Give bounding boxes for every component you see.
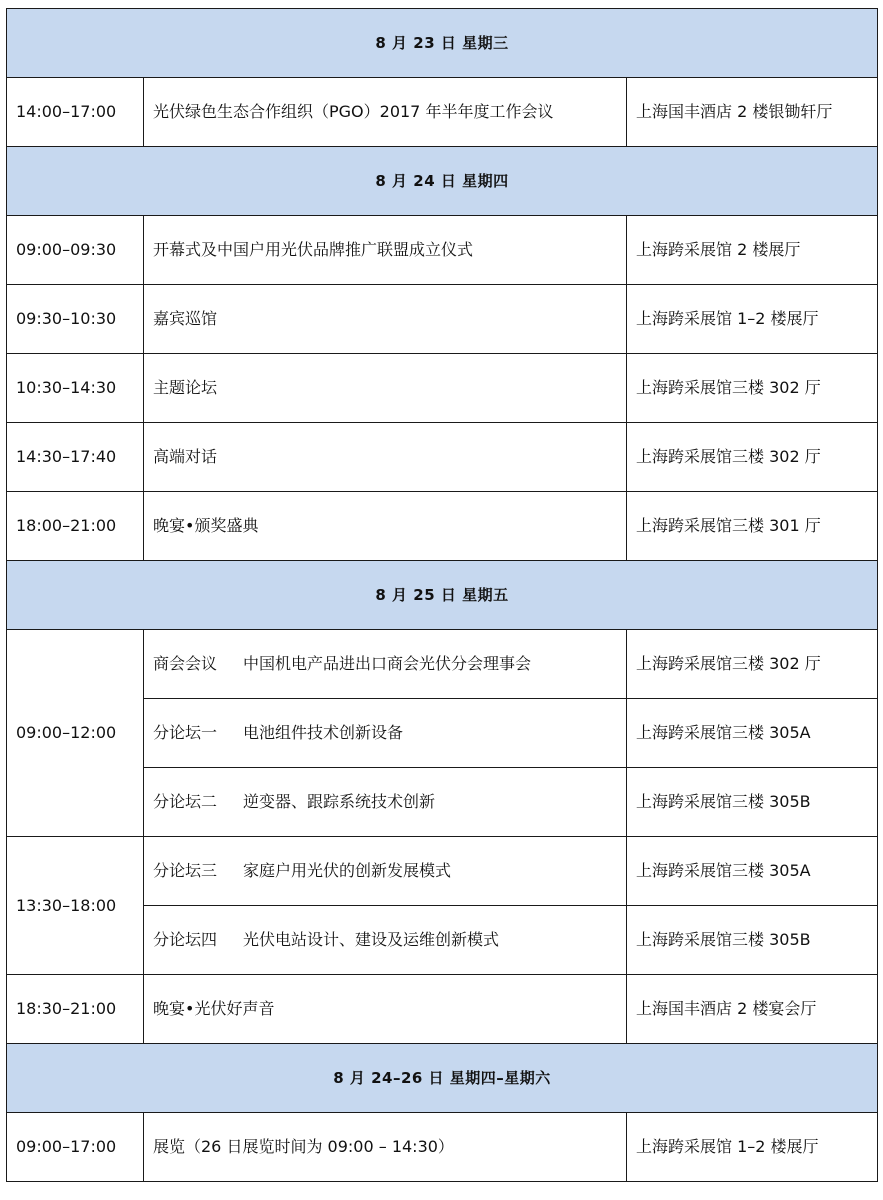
day-header: 8 月 25 日 星期五 [7, 561, 878, 630]
schedule-table [6, 8, 878, 1182]
session-tag: 分论坛四 [153, 930, 218, 949]
event-row [7, 837, 878, 906]
event-title: 主题论坛 [144, 354, 627, 423]
day-header: 8 月 23 日 星期三 [7, 9, 878, 78]
session-title: 光伏电站设计、建设及运维创新模式 [243, 930, 500, 949]
event-title: 开幕式及中国户用光伏品牌推广联盟成立仪式 [144, 216, 627, 285]
event-time: 14:00–17:00 [7, 78, 144, 147]
event-title: 晚宴•颁奖盛典 [144, 492, 627, 561]
event-title [144, 768, 627, 837]
event-row [7, 1113, 878, 1182]
event-venue: 上海跨采展馆三楼 302 厅 [627, 423, 878, 492]
event-title [144, 699, 627, 768]
event-time: 09:30–10:30 [7, 285, 144, 354]
event-venue: 上海跨采展馆三楼 302 厅 [627, 354, 878, 423]
day-header-row [7, 9, 878, 78]
event-venue: 上海跨采展馆三楼 305B [627, 768, 878, 837]
event-title [144, 630, 627, 699]
day-header-row [7, 1044, 878, 1113]
event-venue: 上海国丰酒店 2 楼银锄轩厅 [627, 78, 878, 147]
day-header-row [7, 147, 878, 216]
event-venue: 上海跨采展馆三楼 305A [627, 699, 878, 768]
event-time: 10:30–14:30 [7, 354, 144, 423]
event-venue: 上海跨采展馆三楼 305B [627, 906, 878, 975]
event-venue: 上海跨采展馆 1–2 楼展厅 [627, 1113, 878, 1182]
event-row [7, 423, 878, 492]
event-title [144, 906, 627, 975]
event-time: 09:00–17:00 [7, 1113, 144, 1182]
session-tag: 商会会议 [153, 654, 218, 673]
event-time: 09:00–12:00 [7, 630, 144, 837]
event-row [7, 975, 878, 1044]
event-venue: 上海跨采展馆三楼 302 厅 [627, 630, 878, 699]
day-header-row [7, 561, 878, 630]
event-title: 光伏绿色生态合作组织（PGO）2017 年半年度工作会议 [144, 78, 627, 147]
event-time: 09:00–09:30 [7, 216, 144, 285]
event-row [7, 630, 878, 699]
day-header: 8 月 24–26 日 星期四–星期六 [7, 1044, 878, 1113]
event-title [144, 837, 627, 906]
session-title: 电池组件技术创新设备 [243, 723, 404, 742]
event-row [7, 492, 878, 561]
event-row [7, 285, 878, 354]
event-venue: 上海跨采展馆三楼 305A [627, 837, 878, 906]
event-row [7, 354, 878, 423]
event-time: 18:00–21:00 [7, 492, 144, 561]
event-venue: 上海跨采展馆 1–2 楼展厅 [627, 285, 878, 354]
session-tag: 分论坛一 [153, 723, 218, 742]
event-time: 13:30–18:00 [7, 837, 144, 975]
event-row [7, 78, 878, 147]
session-tag: 分论坛二 [153, 792, 218, 811]
event-title: 嘉宾巡馆 [144, 285, 627, 354]
event-venue: 上海国丰酒店 2 楼宴会厅 [627, 975, 878, 1044]
day-header: 8 月 24 日 星期四 [7, 147, 878, 216]
event-title: 高端对话 [144, 423, 627, 492]
event-time: 18:30–21:00 [7, 975, 144, 1044]
event-time: 14:30–17:40 [7, 423, 144, 492]
event-title: 展览（26 日展览时间为 09:00 – 14:30） [144, 1113, 627, 1182]
event-venue: 上海跨采展馆三楼 301 厅 [627, 492, 878, 561]
event-venue: 上海跨采展馆 2 楼展厅 [627, 216, 878, 285]
event-row [7, 216, 878, 285]
session-tag: 分论坛三 [153, 861, 218, 880]
session-title: 逆变器、跟踪系统技术创新 [243, 792, 436, 811]
event-title: 晚宴•光伏好声音 [144, 975, 627, 1044]
session-title: 家庭户用光伏的创新发展模式 [243, 861, 452, 880]
session-title: 中国机电产品进出口商会光伏分会理事会 [243, 654, 532, 673]
